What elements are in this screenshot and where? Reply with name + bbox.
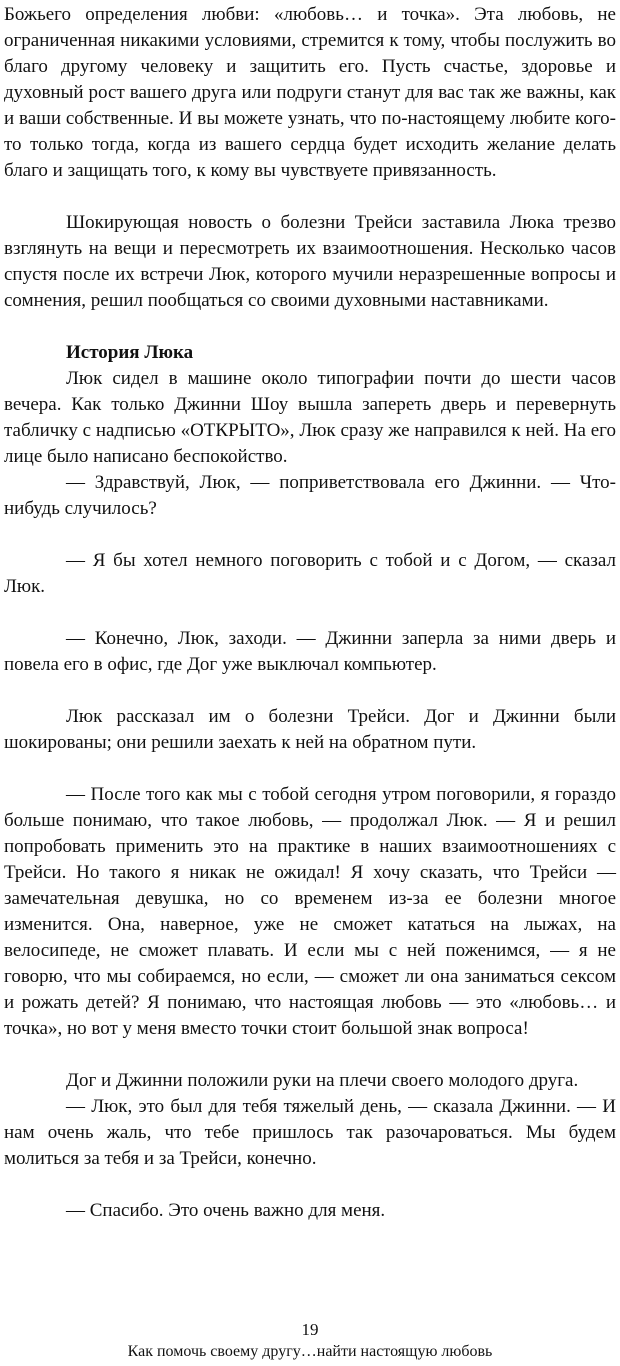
dialogue-paragraph: — Люк, это был для тебя тяжелый день, — сказала Джинни. — И нам очень жаль, что тебе пришлось так разочароваться. Мы будем молиться за тебя и за Трейси, конечно.: [4, 1096, 616, 1169]
dialogue-paragraph: — Я бы хотел немного поговорить с тобой и с Догом, — сказал Люк.: [4, 550, 616, 597]
paragraph: Божьего определения любви: «любовь… и точка». Эта любовь, не ограниченная никакими условиями, стремится к тому, чтобы послужить во благо другому человеку и защитить его. Пусть счастье, здоровье и духовный рост вашего друга или подруги станут для вас так же важны, как и ваши собственные. И вы можете узнать, что по-настоящему любите кого-то только тогда, когда из вашего сердца будет исходить желание делать благо и защищать того, к кому вы чувствуете привязанность.: [4, 4, 616, 181]
dialogue-paragraph: — Здравствуй, Люк, — поприветствовала его Джинни. — Что-нибудь случилось?: [4, 472, 616, 519]
paragraph: Шокирующая новость о болезни Трейси заставила Люка трезво взглянуть на вещи и пересмотреть их взаимоотношения. Несколько часов спустя после их встречи Люк, которого мучили неразрешенные вопросы и сомнения, решил пообщаться со своими духовными наставниками.: [4, 212, 616, 311]
page-number: 19: [301, 1320, 319, 1339]
paragraph: Люк рассказал им о болезни Трейси. Дог и Джинни были шокированы; они решили заехать к ней на обратном пути.: [4, 706, 616, 753]
paragraph: Дог и Джинни положили руки на плечи своего молодого друга.: [66, 1070, 579, 1091]
dialogue-paragraph: — После того как мы с тобой сегодня утром поговорили, я гораздо больше понимаю, что такое любовь, — продолжал Люк. — Я и решил попробовать применить это на практике в наших взаимоотношениях с Трейси. Но такого я никак не ожидал! Я хочу сказать, что Трейси — замечательная девушка, но со временем из-за ее болезни многое изменится. Она, наверное, уже не сможет кататься на лыжах, на велосипеде, не сможет плавать. И если мы с ней поженимся, — я не говорю, что мы собираемся, но если, — сможет ли она заниматься сексом и рожать детей? Я понимаю, что настоящая любовь — это «любовь… и точка», но вот у меня вместо точки стоит большой знак вопроса!: [4, 784, 616, 1039]
section-heading: История Люка: [66, 342, 194, 363]
running-footer-title: Как помочь своему другу…найти настоящую любовь: [127, 1343, 493, 1360]
dialogue-paragraph: — Конечно, Люк, заходи. — Джинни заперла за ними дверь и повела его в офис, где Дог уже выключал компьютер.: [4, 628, 616, 675]
dialogue-paragraph: — Спасибо. Это очень важно для меня.: [66, 1200, 386, 1221]
paragraph: Люк сидел в машине около типографии почти до шести часов вечера. Как только Джинни Шоу вышла запереть дверь и перевернуть табличку с надписью «ОТКРЫТО», Люк сразу же направился к ней. На его лице было написано беспокойство.: [4, 368, 616, 467]
body-text: [4, 2, 616, 1224]
